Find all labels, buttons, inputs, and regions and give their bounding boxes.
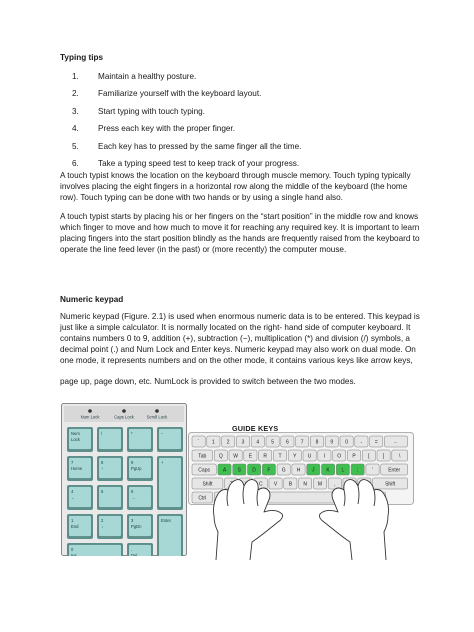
keyboard-key <box>336 464 349 475</box>
keyboard-key-label: V <box>273 481 278 488</box>
keyboard-key <box>192 492 213 503</box>
keyboard-key-label: E <box>248 453 253 460</box>
svg-text:Scroll Lock: Scroll Lock <box>146 414 168 420</box>
keyboard-key <box>313 478 326 489</box>
keyboard-key-label: Y <box>293 453 297 460</box>
keyboard-key-label: Tab <box>198 453 207 460</box>
keyboard-key <box>292 464 305 475</box>
keyboard-key <box>259 450 272 461</box>
keyboard-key <box>384 436 407 447</box>
keyboard-key-label: W <box>233 453 238 460</box>
keypad-key-label: * <box>131 431 133 436</box>
keyboard-key-label: ' <box>372 467 373 474</box>
keyboard-key <box>277 464 290 475</box>
typing-tips-list <box>60 68 420 172</box>
keyboard-key <box>347 450 360 461</box>
list-item: 1. Maintain a healthy posture. <box>72 72 197 81</box>
keyboard-key-label: H <box>296 467 301 474</box>
keypad-key-sublabel: End <box>71 524 79 529</box>
keyboard-key-label: F <box>267 467 271 474</box>
keypad-key-3 <box>127 514 153 539</box>
keypad-key-label: 9 <box>131 460 134 465</box>
keypad-key-label: . <box>131 547 133 552</box>
keypad-key-label: / <box>101 431 103 436</box>
keyboard-key <box>373 478 408 489</box>
keypad-key-6 <box>127 485 153 510</box>
keyboard-key <box>273 450 286 461</box>
keyboard-key-label: O <box>337 453 342 460</box>
keypad-key-sublabel: PgDn <box>131 524 142 529</box>
keypad-key-label: − <box>161 431 164 436</box>
keyboard-key <box>377 450 390 461</box>
keyboard-key-label: J <box>312 467 315 474</box>
keyboard-key-label: L <box>341 467 345 474</box>
keypad-key-sublabel: PgUp <box>131 466 142 471</box>
keypad-key-8 <box>97 456 123 481</box>
list-item: 5. Each key has to pressed by the same finger all the time. <box>72 141 302 151</box>
keyboard-key-label: P <box>352 453 356 460</box>
keypad-key-label: 6 <box>131 489 134 494</box>
keyboard-key-label: 4 <box>256 439 260 446</box>
keyboard-key <box>269 478 282 489</box>
numeric-keypad-paragraph-1: Numeric keypad (Figure. 2.1) is used when enormous numeric data is to be entered. This keypad is just like a simple calculator. It is normally located on the right- hand side of computer keyboard. It contains numbers 0 to 9, addition (+), subtraction (−), multiplication (*) and division (/) symbols, a decimal point (.) and Num Lock and Enter keys. Numeric keypad may also work on dual mode. On one mode, it represents numbers and on the other mode, it contains various keys like arrow keys, <box>60 312 420 366</box>
guide-keys-figure <box>188 432 414 564</box>
keypad-key-label: 7 <box>71 460 74 465</box>
keyboard-key-label: D <box>252 467 256 474</box>
list-item: 3. Start typing with touch typing. <box>72 106 205 116</box>
keyboard-key-label: , <box>334 481 336 488</box>
keyboard-key <box>328 478 341 489</box>
keypad-key-star <box>127 427 153 452</box>
keypad-key-sublabel: ↑ <box>101 466 104 471</box>
keyboard-key-label: Q <box>218 453 223 460</box>
keyboard-key-label: 1 <box>212 439 215 446</box>
keyboard-key-label: M <box>317 481 323 488</box>
keyboard-key <box>303 450 316 461</box>
keyboard-key-label: B <box>288 481 293 488</box>
typing-tips-heading: Typing tips <box>60 53 104 62</box>
keyboard-key-label: G <box>281 467 286 474</box>
keypad-key-slash <box>97 427 123 452</box>
keypad-key-sublabel: ↓ <box>101 524 104 529</box>
touch-typist-paragraph-1: A touch typist knows the location on the keyboard through muscle memory. Touch typing typically involves placing the eight fingers in a horizontal row along the middle of the keyboard (the home row). Touch typing can be done with two hands or by using a single hand also. <box>60 171 411 203</box>
keyboard-key <box>288 450 301 461</box>
keyboard-key-label: 0 <box>345 439 348 446</box>
svg-text:Caps Lock: Caps Lock <box>114 414 134 420</box>
keypad-key-sublabel: ← <box>71 495 76 500</box>
keyboard-key-label: Ctrl <box>198 495 207 502</box>
keyboard-key <box>218 464 231 475</box>
keyboard-key-label: Caps <box>198 467 210 474</box>
keyboard-key-label: A <box>222 467 227 474</box>
keyboard-key <box>262 464 275 475</box>
keypad-key-minus <box>157 427 183 452</box>
list-item: 6. Take a typing speed test to keep track of your progress. <box>72 158 300 168</box>
keyboard-key-label: T <box>278 453 282 460</box>
keypad-key-label: 2 <box>101 518 104 523</box>
keyboard-key <box>381 464 408 475</box>
svg-text:Num Lock: Num Lock <box>80 414 100 420</box>
keyboard-key-label: 9 <box>330 439 334 446</box>
keyboard-key <box>207 436 220 447</box>
keyboard-key-label: ` <box>197 439 200 446</box>
keypad-key-label: 3 <box>131 518 134 523</box>
keypad-key-label: + <box>161 460 164 465</box>
guide-keys-title: GUIDE KEYS <box>232 424 279 433</box>
keyboard-key <box>236 436 249 447</box>
keyboard-key-label: 5 <box>271 439 274 446</box>
keyboard-key <box>222 436 235 447</box>
keyboard-key <box>266 436 279 447</box>
keypad-key-label: 0 <box>71 547 74 552</box>
keyboard-key <box>192 436 205 447</box>
keyboard-key <box>251 436 264 447</box>
keyboard-key-label: - <box>360 439 363 446</box>
keyboard-key <box>370 436 383 447</box>
keyboard-key <box>325 436 338 447</box>
keypad-key-label: Enter <box>161 518 172 523</box>
keyboard-key <box>322 464 335 475</box>
keyboard-key-label: 8 <box>315 439 319 446</box>
keyboard-key <box>333 450 346 461</box>
keyboard-key <box>307 464 320 475</box>
keyboard-key-label: = <box>374 439 378 446</box>
keypad-key-5 <box>97 485 123 510</box>
keyboard-key-label: ; <box>357 467 359 474</box>
keypad-key-label: 1 <box>71 518 74 523</box>
keyboard-key <box>392 450 408 461</box>
keypad-key-dot <box>127 543 153 556</box>
keyboard-key <box>214 450 227 461</box>
keyboard-key <box>299 478 312 489</box>
keyboard-key <box>366 464 379 475</box>
list-item: 4. Press each key with the proper finger. <box>72 124 235 134</box>
keyboard-key-label: K <box>326 467 330 474</box>
keyboard-key-label: 2 <box>226 439 230 446</box>
keypad-key-sublabel: Lock <box>71 437 80 442</box>
keyboard-key <box>192 450 213 461</box>
list-item: 2. Familiarize yourself with the keyboard layout. <box>72 89 262 99</box>
keyboard-key <box>192 478 223 489</box>
numeric-keypad-heading: Numeric keypad <box>60 295 124 304</box>
keyboard-key <box>362 450 375 461</box>
keyboard-key <box>281 436 294 447</box>
keyboard-key-label: Shift <box>202 481 213 488</box>
keypad-key-numlock <box>67 427 93 452</box>
keypad-key-enter <box>157 514 183 556</box>
keyboard-key <box>318 450 331 461</box>
keyboard-key <box>192 464 216 475</box>
keyboard-key-label: U <box>307 453 312 460</box>
keypad-key-2 <box>97 514 123 539</box>
keypad-key-label: 8 <box>101 460 104 465</box>
keypad-key-label: 5 <box>101 489 104 494</box>
keyboard-key-label: 7 <box>300 439 304 446</box>
keyboard-key <box>233 464 246 475</box>
keypad-key-7 <box>67 456 93 481</box>
keypad-key-sublabel: Ins <box>71 553 77 556</box>
keypad-key-1 <box>67 514 93 539</box>
keyboard-key-label: \ <box>399 453 401 460</box>
keypad-key-label: 4 <box>71 489 74 494</box>
keyboard-key <box>340 436 353 447</box>
keyboard-key-label: Enter <box>388 467 401 474</box>
keyboard-key-label: 3 <box>241 439 245 446</box>
keyboard-key <box>296 436 309 447</box>
keypad-key-label: Num <box>71 431 80 436</box>
keyboard-key <box>229 450 242 461</box>
keyboard-key-label: I <box>323 453 326 460</box>
keypad-key-sublabel: Del <box>131 553 138 556</box>
keyboard-key-label: N <box>303 481 307 488</box>
keyboard-key-label: R <box>263 453 268 460</box>
keypad-key-4 <box>67 485 93 510</box>
keyboard-key <box>310 436 323 447</box>
keyboard-key-label: Shift <box>385 481 396 488</box>
numeric-keypad-figure <box>61 403 187 556</box>
keyboard-key <box>284 478 297 489</box>
keyboard-key-label: C <box>258 481 263 488</box>
numeric-keypad-paragraph-2: page up, page down, etc. NumLock is provided to switch between the two modes. <box>60 377 356 386</box>
keyboard-key-label: ] <box>382 453 385 460</box>
keyboard-key-label: [ <box>368 453 370 460</box>
keypad-key-0 <box>67 543 123 556</box>
touch-typist-paragraph-2: A touch typist starts by placing his or her fingers on the “start position” in the middle row and knows which finger to move and how much to move it for reaching any required key. It is important to learn placing fingers into the start position blindly as the hands are frequently raised from the keyboard to operate the line feed lever (in the past) or (more recently) the computer mouse. <box>60 212 420 255</box>
keyboard-key-label: 6 <box>286 439 289 446</box>
keyboard-key <box>248 464 261 475</box>
keypad-key-plus <box>157 456 183 510</box>
keyboard-key <box>351 464 364 475</box>
keypad-key-sublabel: → <box>131 495 136 500</box>
keyboard-key-label: ← <box>393 439 399 446</box>
keypad-key-9 <box>127 456 153 481</box>
keyboard-key <box>355 436 368 447</box>
keypad-key-sublabel: Home <box>71 466 83 471</box>
keyboard-key <box>244 450 257 461</box>
keyboard-key-label: S <box>237 467 241 474</box>
